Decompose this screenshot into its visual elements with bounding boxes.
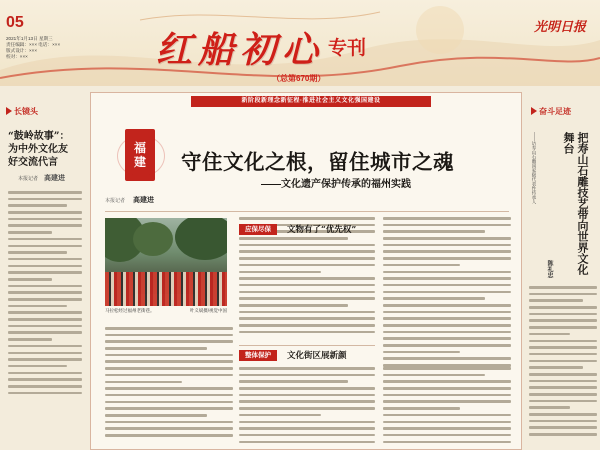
left-headline[interactable]: “鼓岭故事”： 为中外文化友 好交流代言 [8, 131, 70, 168]
article-body-column [383, 367, 511, 447]
section-heading-1 [239, 223, 356, 235]
photo-credit: 叶义斌摄/视觉中国 [189, 308, 227, 313]
section-tag: 整体保护 [239, 350, 277, 361]
right-subline: ——访寿山石雕国家级代表性传承人 [532, 132, 537, 204]
special-issue-suffix: 专刊 [328, 38, 367, 59]
region-stamp: 福 建 [125, 129, 155, 181]
article-body-column [239, 217, 375, 337]
masthead [0, 0, 600, 86]
special-issue-title: 红船初心 [156, 29, 325, 71]
right-article-header[interactable] [525, 132, 600, 292]
article-byline: 本报记者 高建进 [105, 197, 155, 204]
left-byline: 本报记者 高建进 [18, 175, 66, 182]
newspaper-logo: 光明日报 [533, 20, 586, 35]
flag-icon [531, 107, 537, 115]
article-photo[interactable] [105, 218, 227, 306]
pub-info-line: 版式设计：××× [6, 48, 38, 53]
right-column-tag: 奋斗足迹 [525, 104, 600, 120]
section-heading-2 [239, 349, 347, 361]
left-article-body [0, 183, 88, 394]
photo-caption: 马拉松经过福州老街巷。 叶义斌摄/视觉中国 [105, 308, 227, 313]
page-number: 05 [6, 14, 24, 31]
issue-total: （总第670期） [272, 74, 326, 83]
article-subtitle: ——文化遗产保护传承的福州实践 [261, 179, 411, 190]
divider [239, 345, 375, 346]
article-body-column [105, 327, 233, 441]
article-body-column [239, 367, 375, 447]
column-banner: 新阶段新理念新征程·推进社会主义文化强国建设 [191, 96, 431, 107]
right-column [525, 104, 600, 292]
feature-article-panel [90, 92, 522, 450]
right-author: 陈礼忠 [546, 260, 552, 278]
pub-info-line: 责任编辑：××× 电话：××× [6, 42, 61, 47]
section-tag: 应保尽保 [239, 224, 277, 235]
article-body-column [383, 217, 511, 371]
section-title: 文化街区展新颜 [287, 351, 347, 361]
pub-info-line: 校对：××× [6, 54, 28, 59]
article-title[interactable]: 守住文化之根，留住城市之魂 [181, 150, 454, 174]
right-article-body [529, 286, 597, 440]
flag-icon [6, 107, 12, 115]
divider [105, 211, 509, 212]
left-column-tag: 长镜头 [0, 104, 88, 120]
section-title: 文物有了“优先权” [287, 225, 357, 235]
pub-info-line: 2021年1月13日 星期三 [6, 36, 53, 41]
publication-info [6, 36, 110, 60]
right-headline[interactable]: 把寿山石雕技艺带向世界文化舞台 [562, 132, 589, 275]
left-column [0, 104, 88, 398]
